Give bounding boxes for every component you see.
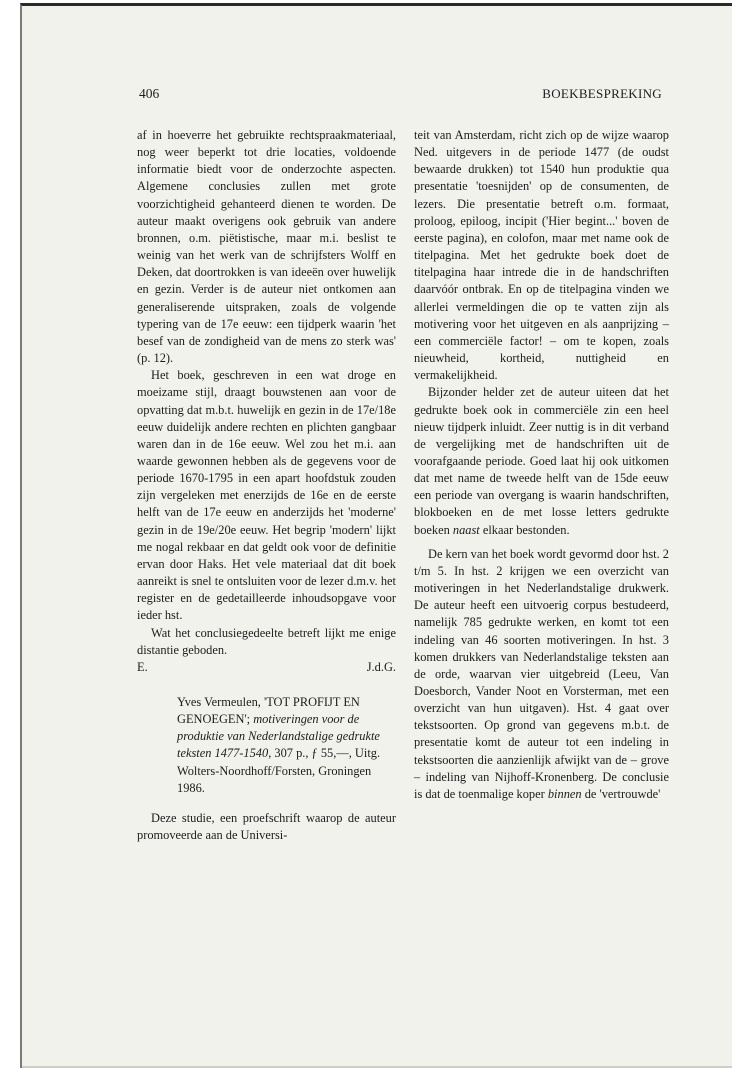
book-citation [177,694,396,797]
review-signature [137,659,396,676]
paragraph: Wat het conclusiegedeelte betreft lijkt me enige distantie geboden. [137,625,396,657]
text-run: de 'vertrouwde' [581,786,661,801]
paragraph: Deze studie, een proefschrift waarop de auteur promoveerde aan de Universi- [137,810,396,843]
running-head: BOEKBESPREKING [542,86,662,101]
right-column [414,127,669,803]
paragraph [414,384,669,538]
signature-reviewer: J.d.G. [366,659,396,674]
left-column [137,127,396,844]
text-run: elkaar bestonden. [479,522,570,537]
paragraph: Het boek, geschreven in een wat droge en moeizame stijl, draagt bouwstenen aan voor de opvatting dat m.b.t. huwelijk en gezin in de 17e/18e eeuw duidelijk andere rechten en plichten gangbaar waren dan in de 16e eeuw. Wel zou het m.i. aan waarde gewonnen hebben als de gegevens voor de periode 1670-1795 in een apart hoofdstuk zouden zijn vergeleken met enerzijds de 16e en de eerste helft van de 17e eeuw en anderzijds het 'moderne' gezin in de 19e/20e eeuw. Het begrip 'modern' lijkt me nogal rekbaar en dat geldt ook voor de definitie ervan door Haks. Het vele materiaal dat dit boek aanreikt is snel te ontsluiten voor de lezer d.m.v. het register en de gedetailleerde inhoudsopgave voor ieder hst. [137,368,396,623]
citation-subtitle: motiveringen voor de produktie van Nederlandstalige gedrukte teksten 1477-1540 [177,712,380,761]
text-run: Bijzonder helder zet de auteur uiteen dat het gedrukte boek ook in commerciële zin een heel nieuw tijdperk inluidt. Zeer nuttig is in dit verband de vergelijking met de handschriften uit de voorafgaande periode. Goed laat hij ook uitkomen dat met name de tweede helft van de 15de eeuw een periode van overgang is waarin handschriften, blokboeken en de met losse letters gedrukte boeken [414,385,669,537]
emphasis: binnen [547,786,582,801]
emphasis: naast [452,522,480,537]
book-page [20,3,732,1068]
citation-title: 'TOT PROFIJT EN GENOEGEN'; [177,695,360,727]
paragraph: teit van Amsterdam, richt zich op de wijze waarop Ned. uitgevers in de periode 1477 (de oudst bewaarde drukken) tot 1540 hun produktie qua presentatie 'toesnijden' op de consumenten, de lezers. Die presentatie betreft o.m. formaat, proloog, epiloog, incipit ('Hier begint...' boven de eerste pagina), en colofon, maar met name ook de titelpagina. Met het gedrukte boek doet de titelpagina haar intrede die in de handschriften daarvóór ontbrak. En op de titelpagina vinden we allerlei vermeldingen die op te vatten zijn als motivering voor het uitgeven en als aanprijzing – een commerciële factor! – om te kopen, zoals nieuwheid, kortheid, nuttigheid en vermakelijkheid. [414,128,669,383]
citation-author: Yves Vermeulen, [177,695,264,709]
citation-details: , 307 p., ƒ 55,—, Uitg. Wolters-Noordhoff/Forsten, Groningen 1986. [177,746,381,795]
paragraph: af in hoeverre het gebruikte rechtspraakmateriaal, nog weer beperkt tot drie locaties, voldoende informatie biedt voor de onderzochte aspecten. Algemene conclusies zullen met grote voorzichtigheid gehanteerd dienen te worden. De auteur maakt overigens ook gebruik van andere bronnen, o.m. piëtistische, maar m.i. beslist te weinig van het werk van de schrijfsters Wolff en Deken, dat doortrokken is van ideeën over huwelijk en gezin. Verder is de auteur niet ontkomen aan generaliserende uitspraken, zoals de volgende typering van de 17e eeuw: een tijdperk waarin 'het besef van de zondigheid van de mens zo sterk was' (p. 12). [137,128,396,366]
signature-initial: E. [137,659,148,674]
paragraph [414,546,669,803]
page-number: 406 [139,86,160,101]
text-run: De kern van het boek wordt gevormd door hst. 2 t/m 5. In hst. 2 krijgen we een overzicht van motiveringen in het Nederlandstalige drukwerk. De auteur heeft een uitvoerig corpus bestudeerd, namelijk 785 gedrukte werken, en komt tot een indeling van 46 soorten motiveringen. In hst. 3 komen drukkers van Nederlandstalige teksten aan de orde, waarvan vier uitgebreid (Leeu, Van Doesborch, Vander Noot en Vorsterman, met een overzicht van hun uitgaven). Hst. 4 gaat over tekstsoorten. Op grond van gegevens m.b.t. de presentatie komt de auteur tot een indeling in tekstsoorten die aanzienlijk afwijkt van de – grove – indeling van Nijhoff-Kronenberg. De conclusie is dat de toenmalige koper [414,546,669,801]
